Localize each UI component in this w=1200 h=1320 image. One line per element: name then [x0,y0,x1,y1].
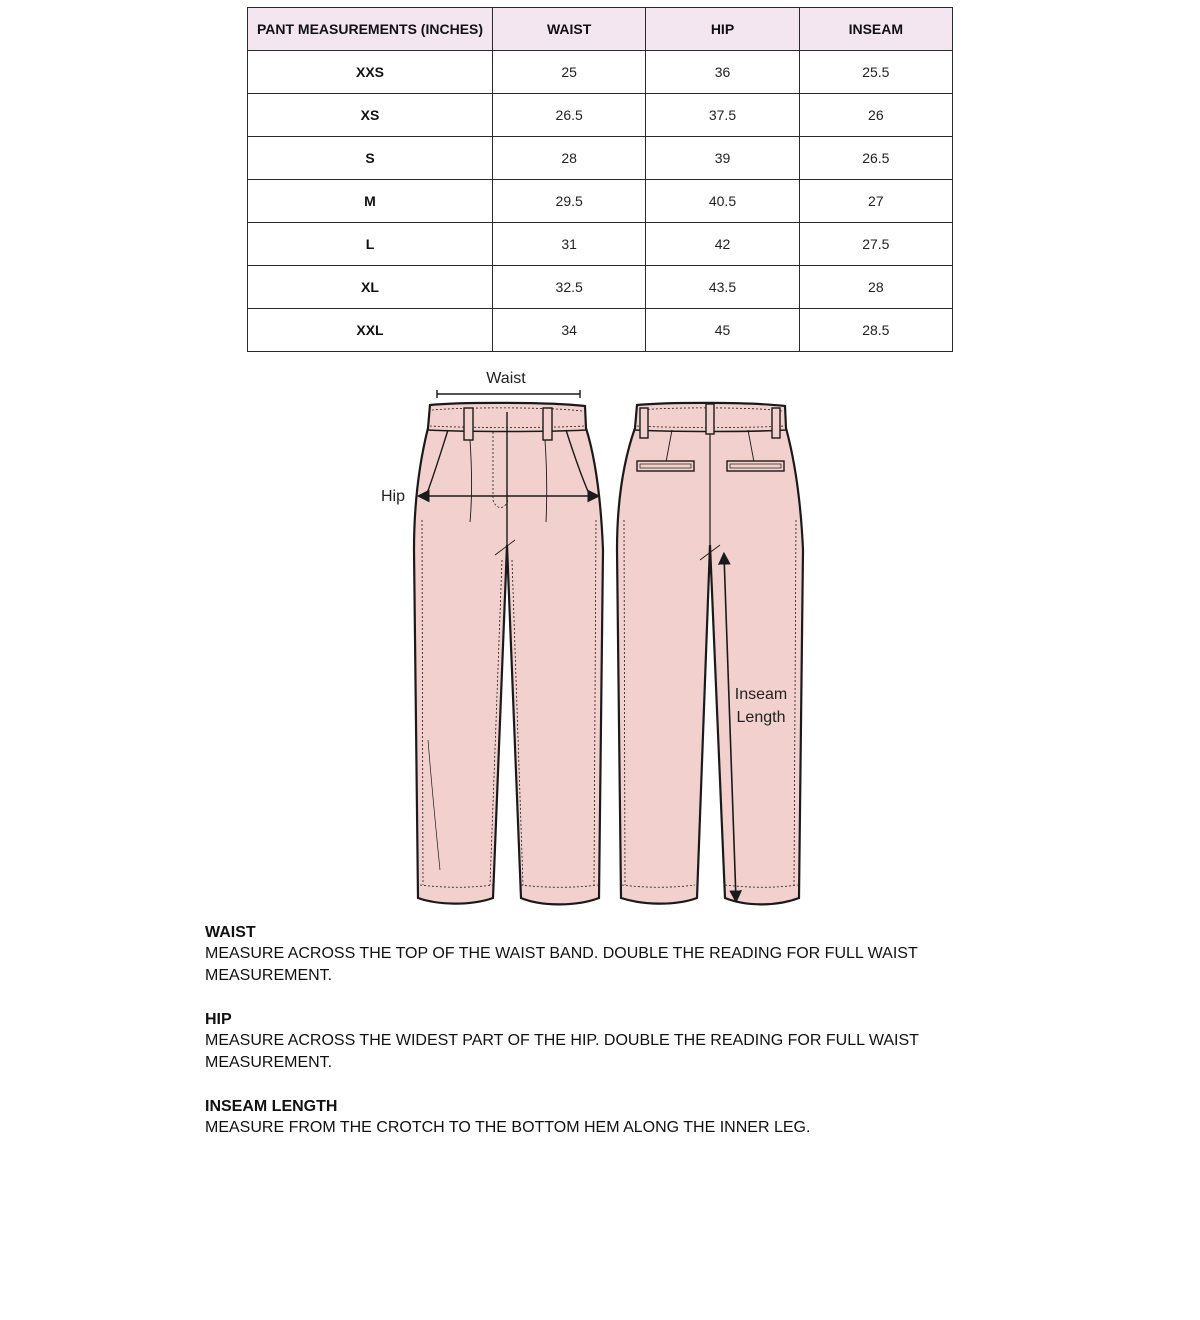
table-row [248,51,953,94]
size-label: XXS [248,51,493,94]
table-row [248,94,953,137]
inseam-instruction [205,1096,1025,1139]
inseam-value: 25.5 [799,51,952,94]
pants-back-view [617,403,803,905]
size-label: S [248,137,493,180]
waist-value: 34 [493,309,646,352]
hip-value: 45 [646,309,799,352]
waist-value: 26.5 [493,94,646,137]
table-row [248,137,953,180]
table-row [248,266,953,309]
size-label: XL [248,266,493,309]
waist-value: 31 [493,223,646,266]
back-pocket-welt-left [637,461,694,471]
size-label: XXL [248,309,493,352]
back-belt-loop-left [640,408,648,438]
table-header-row [248,8,953,51]
size-chart-table [247,7,953,352]
hip-value: 37.5 [646,94,799,137]
inseam-label-line2: Length [736,709,786,726]
size-label: XS [248,94,493,137]
waist-value: 25 [493,51,646,94]
inseam-label-line1: Inseam [734,686,788,703]
front-pants-body [414,403,603,905]
front-belt-loop-right [543,408,552,440]
waist-label: Waist [486,370,526,387]
waist-instruction-title: WAIST [205,924,256,941]
front-belt-loop-left [464,408,473,440]
table-row [248,180,953,223]
table-row [248,223,953,266]
header-pant-measurements: PANT MEASUREMENTS (INCHES) [248,8,493,51]
hip-instruction-text: MEASURE ACROSS THE WIDEST PART OF THE HIP. DOUBLE THE READING FOR FULL WAIST MEASUREMENT. [205,1032,919,1071]
back-belt-loop-right [772,408,780,438]
inseam-value: 26.5 [799,137,952,180]
inseam-value: 28.5 [799,309,952,352]
hip-value: 42 [646,223,799,266]
size-label: M [248,180,493,223]
inseam-instruction-text: MEASURE FROM THE CROTCH TO THE BOTTOM HEM ALONG THE INNER LEG. [205,1119,811,1136]
hip-label: Hip [380,488,406,505]
waist-measure-guide [437,370,580,398]
table-row [248,309,953,352]
hip-value: 43.5 [646,266,799,309]
pants-measurement-diagram [370,355,830,930]
back-pocket-welt-right [727,461,784,471]
header-inseam: INSEAM [799,8,952,51]
hip-instruction [205,1009,1025,1074]
header-hip: HIP [646,8,799,51]
hip-instruction-title: HIP [205,1011,232,1028]
inseam-instruction-title: INSEAM LENGTH [205,1098,338,1115]
waist-instruction [205,922,1025,987]
hip-value: 40.5 [646,180,799,223]
back-belt-loop-center [706,404,714,434]
hip-value: 39 [646,137,799,180]
inseam-value: 27.5 [799,223,952,266]
size-label: L [248,223,493,266]
waist-value: 32.5 [493,266,646,309]
inseam-value: 26 [799,94,952,137]
waist-instruction-text: MEASURE ACROSS THE TOP OF THE WAIST BAND. DOUBLE THE READING FOR FULL WAIST MEASUREMENT. [205,945,918,984]
inseam-value: 28 [799,266,952,309]
measurement-instructions [205,922,1025,1161]
inseam-value: 27 [799,180,952,223]
header-waist: WAIST [493,8,646,51]
hip-value: 36 [646,51,799,94]
waist-value: 29.5 [493,180,646,223]
pants-front-view [414,403,603,905]
waist-value: 28 [493,137,646,180]
